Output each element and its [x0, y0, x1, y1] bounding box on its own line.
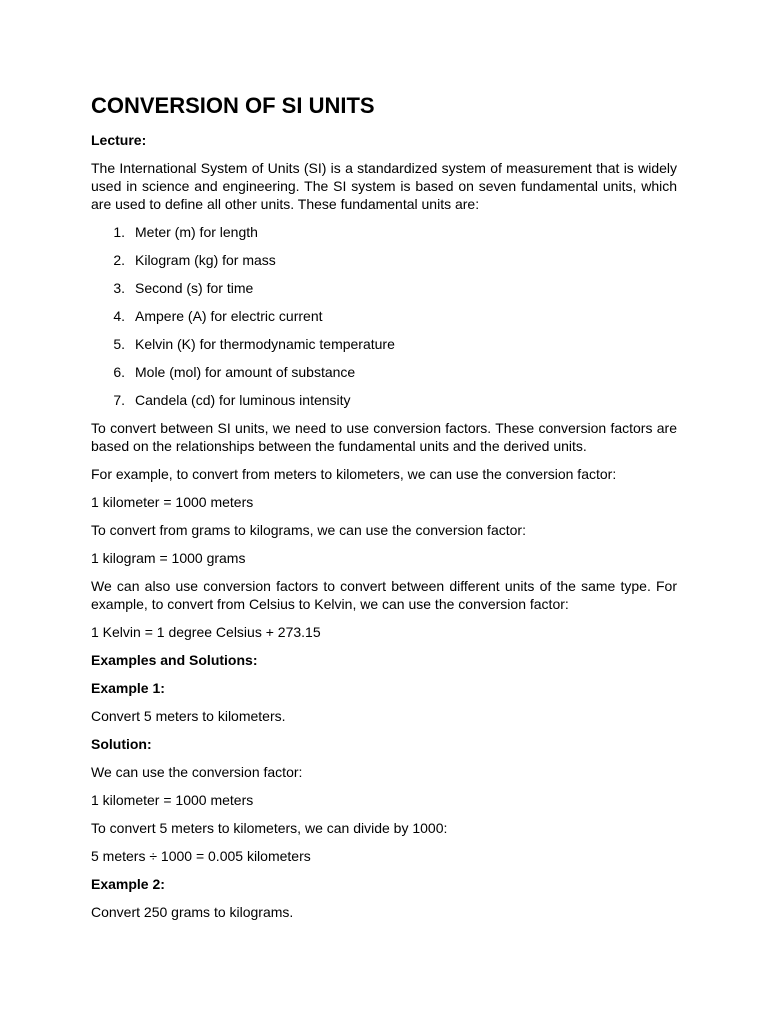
list-item-text: Mole (mol) for amount of substance — [135, 364, 356, 380]
conversion-intro-paragraph: To convert between SI units, we need to use conversion factors. These conversion factors are based on the relationships between the fundamental units and the derived units. — [91, 420, 677, 454]
list-item — [91, 335, 677, 353]
list-number: 2. — [113, 252, 125, 268]
lecture-heading: Lecture: — [91, 132, 147, 148]
list-number: 6. — [113, 364, 125, 380]
document-title: CONVERSION OF SI UNITS — [91, 93, 375, 118]
list-item-text: Ampere (A) for electric current — [135, 308, 323, 324]
list-number: 7. — [113, 392, 125, 408]
list-item — [91, 279, 677, 297]
list-number: 3. — [113, 280, 125, 296]
list-number: 5. — [113, 336, 125, 352]
solution-heading: Solution: — [91, 736, 152, 752]
list-item-text: Kelvin (K) for thermodynamic temperature — [135, 336, 395, 352]
list-item — [91, 363, 677, 381]
examples-heading: Examples and Solutions: — [91, 652, 258, 668]
list-item-text: Kilogram (kg) for mass — [135, 252, 276, 268]
list-item — [91, 223, 677, 241]
km-factor-line: 1 kilometer = 1000 meters — [91, 494, 254, 510]
list-item — [91, 391, 677, 409]
same-type-paragraph: We can also use conversion factors to convert between different units of the same type. For example, to convert from Celsius to Kelvin, we can use the conversion factor: — [91, 578, 677, 612]
grams-kg-paragraph: To convert from grams to kilograms, we can use the conversion factor: — [91, 522, 526, 538]
solution-step: To convert 5 meters to kilometers, we can divide by 1000: — [91, 820, 448, 836]
example1-heading: Example 1: — [91, 680, 165, 696]
example2-problem: Convert 250 grams to kilograms. — [91, 904, 294, 920]
list-item-text: Meter (m) for length — [135, 224, 258, 240]
list-item — [91, 307, 677, 325]
list-number: 1. — [113, 224, 125, 240]
example2-heading: Example 2: — [91, 876, 165, 892]
kg-factor-line: 1 kilogram = 1000 grams — [91, 550, 246, 566]
fundamental-units-list — [91, 223, 677, 409]
intro-paragraph: The International System of Units (SI) is a standardized system of measurement that is widely used in science and engineering. The SI system is based on seven fundamental units, which are used to define all other units. These fundamental units are: — [91, 160, 677, 212]
list-item-text: Candela (cd) for luminous intensity — [135, 392, 351, 408]
solution-intro: We can use the conversion factor: — [91, 764, 303, 780]
list-item — [91, 251, 677, 269]
solution-result: 5 meters ÷ 1000 = 0.005 kilometers — [91, 848, 311, 864]
list-item-text: Second (s) for time — [135, 280, 254, 296]
list-number: 4. — [113, 308, 125, 324]
kelvin-factor-line: 1 Kelvin = 1 degree Celsius + 273.15 — [91, 624, 321, 640]
example1-problem: Convert 5 meters to kilometers. — [91, 708, 286, 724]
document-page — [91, 92, 677, 931]
solution-factor: 1 kilometer = 1000 meters — [91, 792, 254, 808]
meters-km-paragraph: For example, to convert from meters to kilometers, we can use the conversion factor: — [91, 466, 617, 482]
